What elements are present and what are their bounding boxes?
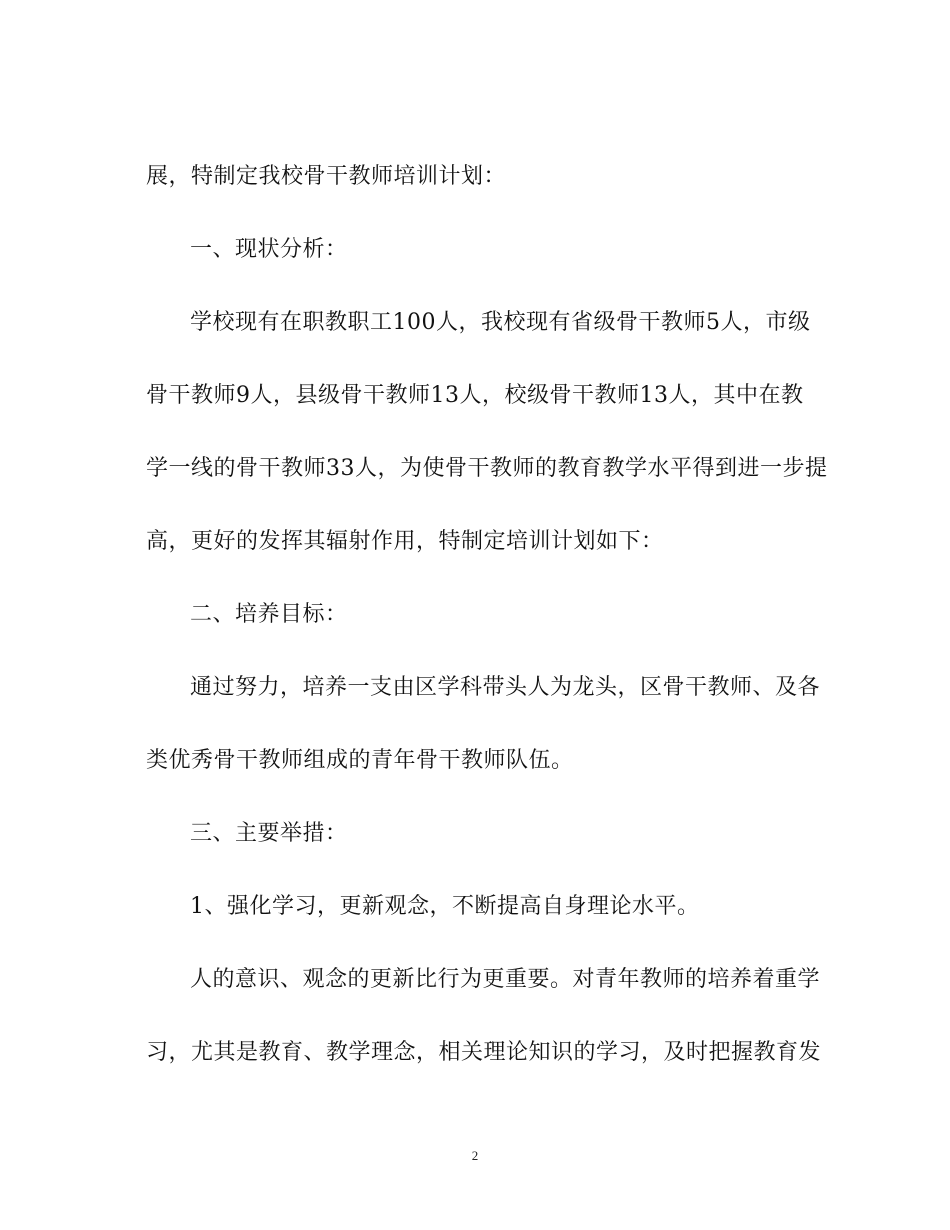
paragraph-line: 学一线的骨干教师33人，为使骨干教师的教育教学水平得到进一步提 [146, 456, 828, 481]
subsection-heading: 1、强化学习，更新观念，不断提高自身理论水平。 [190, 894, 700, 919]
paragraph-line: 通过努力，培养一支由区学科带头人为龙头，区骨干教师、及各 [190, 675, 821, 700]
section-heading-current-situation: 一、现状分析： [190, 237, 348, 262]
page-number: 2 [471, 1148, 479, 1163]
paragraph-line: 人的意识、观念的更新比行为更重要。对青年教师的培养着重学 [190, 967, 821, 992]
paragraph-line: 类优秀骨干教师组成的青年骨干教师队伍。 [146, 748, 574, 773]
paragraph-line: 习，尤其是教育、教学理念，相关理论知识的学习，及时把握教育发 [146, 1040, 822, 1065]
paragraph-line: 高，更好的发挥其辐射作用，特制定培训计划如下： [146, 529, 664, 554]
section-heading-training-goals: 二、培养目标： [190, 602, 348, 627]
section-heading-main-measures: 三、主要举措： [190, 821, 348, 846]
paragraph-line: 学校现有在职教职工100人，我校现有省级骨干教师5人，市级 [190, 310, 811, 335]
paragraph-continuation: 展，特制定我校骨干教师培训计划： [146, 164, 507, 189]
paragraph-line: 骨干教师9人，县级骨干教师13人，校级骨干教师13人，其中在教 [146, 383, 804, 408]
document-body [146, 140, 828, 1089]
